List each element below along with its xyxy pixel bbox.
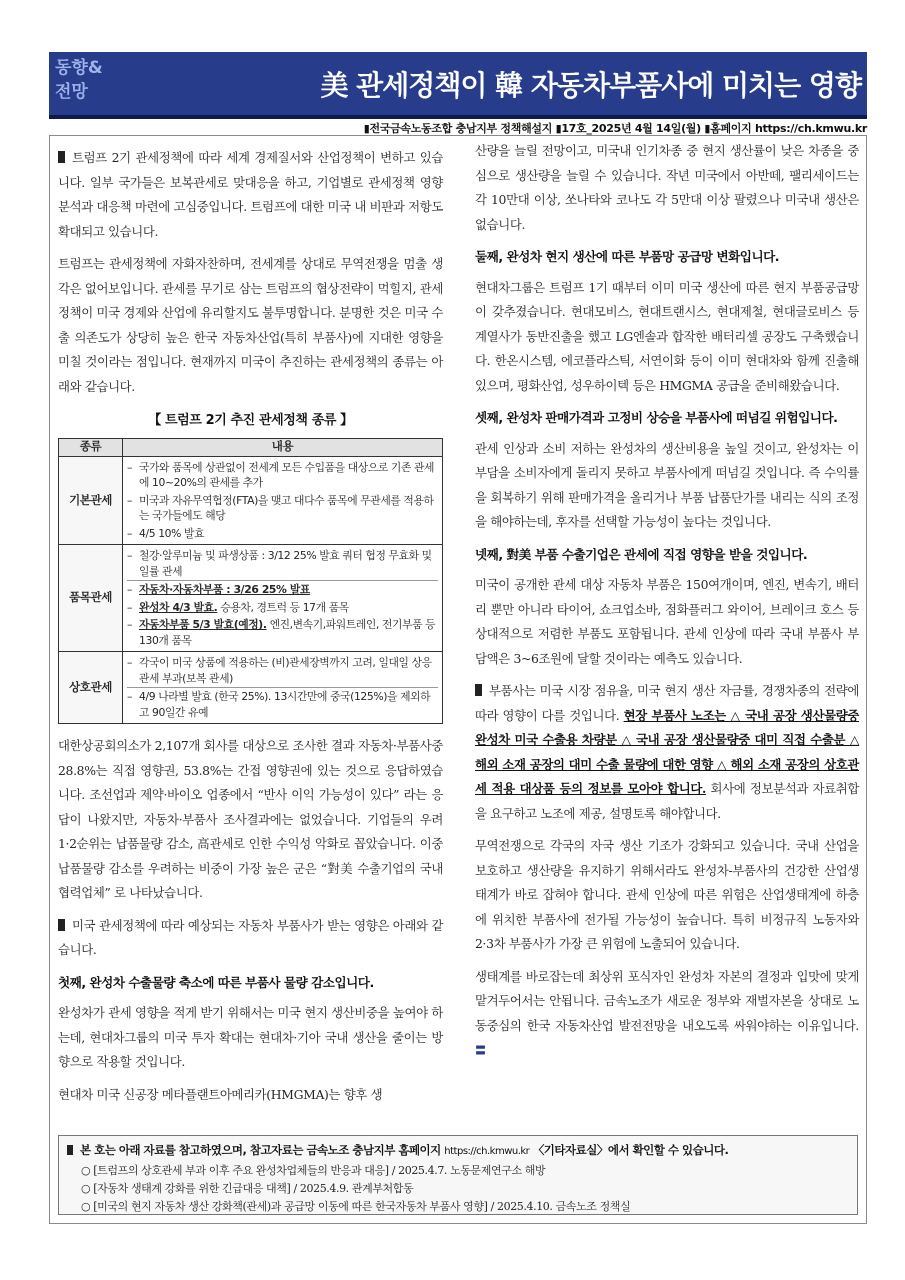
category-basic-tariff: 기본관세 xyxy=(59,456,123,545)
category-item-tariff: 품목관세 xyxy=(59,545,123,652)
item-tariff-items xyxy=(123,545,443,652)
square-bullet-icon xyxy=(58,151,65,163)
table-title: 【 트럼프 2기 추진 관세정책 종류 】 xyxy=(148,413,353,428)
heading-first: 첫째, 완성차 수출물량 축소에 따른 부품사 물량 감소입니다. xyxy=(58,974,374,990)
item-text: 국가와 품목에 상관없이 전세계 모든 수입품을 대상으로 기존 관세에 10~20%의 관세를 추가 xyxy=(139,460,435,489)
left-column xyxy=(58,146,443,1115)
references-heading xyxy=(67,1140,849,1162)
heading-second: 둘째, 완성차 현지 생산에 따른 부품망 공급망 변화입니다. xyxy=(475,249,780,264)
paragraph-fourth: 미국이 공개한 관세 대상 자동차 부품은 150여개이며, 엔진, 변속기, 배터리 뿐만 아니라 타이어, 쇼크업소바, 점화플러그 와이어, 브레이크 호스 등 상대적으로 저렴한 부품도 포함됩니다. 관세 인상에 따라 국내 부품사 부담액은 3~6조원에 달할 것이라는 예측도 있습니다. xyxy=(475,577,859,666)
paragraph-union-action xyxy=(475,679,859,826)
square-bullet-icon xyxy=(67,1145,73,1155)
paragraph-hmgma-cont: 산량을 늘릴 전망이고, 미국내 인기차종 중 현지 생산률이 낮은 차종을 중심으로 생산량을 늘릴 수 있습니다. 작년 미국에서 아반떼, 팰리세이드는 각 10만대 이상, 쏘나타와 코나도 각 5만대 이상 팔렸으나 미국내 생산은 없습니다. xyxy=(475,143,859,232)
paragraph-hmgma: 현대차 미국 신공장 메타플랜트아메리카(HMGMA)는 향후 생 xyxy=(58,1086,383,1102)
table-header-type: 종류 xyxy=(59,438,123,456)
heading-fourth: 넷째, 對美 부품 수출기업은 관세에 직접 영향을 받을 것입니다. xyxy=(475,546,808,562)
section-tag-line1: 동향& xyxy=(55,58,103,78)
paragraph-first: 완성차가 관세 영향을 적게 받기 위해서는 미국 현지 생산비중을 높여야 하는데, 현대차그룹의 미국 투자 확대는 현대차·기아 국내 생산을 줄이는 방향으로 작용할 것입니다. xyxy=(58,1005,443,1069)
union-action-text: 부품사는 미국 시장 점유율, 미국 현지 생산 자금률, 경쟁차종의 전략에 따라 영향이 다를 것입니다. xyxy=(475,683,859,723)
category-reciprocal-tariff: 상호관세 xyxy=(59,652,123,724)
square-bullet-icon xyxy=(475,684,482,696)
homepage-link[interactable]: https://ch.kmwu.kr xyxy=(444,1146,530,1157)
union-action-tail: 회사에 정보분석과 자료취합을 요구하고 노조에 제공, 설명토록 해야합니다. xyxy=(475,781,859,821)
header-banner xyxy=(49,52,867,115)
list-item: – 국가와 품목에 상관없이 전세계 모든 수입품을 대상으로 기존 관세에 10~20%의 관세를 추가 xyxy=(127,459,438,492)
reference-item: ○ [자동차 생태계 강화를 위한 긴급대응 대책] / 2025.4.9. 관계부처합동 xyxy=(81,1182,414,1195)
item-text-bold: 완성차 4/3 발효. xyxy=(139,600,218,614)
list-item: – 완성차 4/3 발효. 승용차, 경트럭 등 17개 품목 xyxy=(127,600,349,614)
table-header-content: 내용 xyxy=(123,438,443,456)
end-mark-icon: 〓 xyxy=(475,1044,486,1057)
table-row xyxy=(59,456,443,545)
paragraph-second: 현대차그룹은 트럼프 1기 때부터 이미 미국 생산에 따른 현지 부품공급망이 갖추졌습니다. 현대모비스, 현대트랜시스, 현대제철, 현대글로비스 등 계열사가 동반진출을 했고 LG엔솔과 합작한 배터리셀 공장도 구축했습니다. 한온시스템, 에코플라스틱, 서연이화 등이 이미 현대차와 함께 진출해있으며, 평화산업, 성우하이텍 등은 HMGMA 공급을 준비해왔습니다. xyxy=(475,279,859,393)
right-column xyxy=(475,139,859,1072)
table-header-row xyxy=(59,438,443,456)
list-item: – 자동차부품 5/3 발효(예정). 엔진,변속기,파워트레인, 전기부품 등130개 품목 xyxy=(127,618,436,647)
paragraph-third: 관세 인상과 소비 저하는 완성차의 생산비용을 높일 것이고, 완성차는 이 부담을 소비자에게 돌리지 못하고 부품사에게 떠넘길 것입니다. 즉 수익률을 회복하기 위해 판매가격을 올리거나 부품 납품단가를 내리는 식의 조정을 해야하는데, 후자를 선택할 가능성이 높다는 것입니다. xyxy=(475,440,859,529)
list-item: – 4/5 10% 발효 xyxy=(127,526,205,540)
basic-tariff-items xyxy=(123,456,443,545)
reference-item: ○ [트럼프의 상호관세 부과 이후 주요 완성차업체들의 반응과 대응] / 2025.4.7. 노동문제연구소 해방 xyxy=(81,1164,546,1177)
table-row xyxy=(59,652,443,724)
list-item: – 자동차·자동차부품 : 3/26 25% 발표 xyxy=(127,580,438,599)
square-bullet-icon xyxy=(58,919,65,931)
item-text: 각국이 미국 상품에 적용하는 (비)관세장벽까지 고려, 일대일 상응 관세 부과(보복 관세) xyxy=(139,656,432,685)
list-item: – 미국과 자유무역협정(FTA)을 맺고 대다수 품목에 무관세를 적용하는 국가들에도 해당 xyxy=(127,492,438,525)
item-text: 철강·알루미늄 및 파생상품 : 3/12 25% 발효 쿼터 협정 무효화 및 일률 관세 xyxy=(139,549,432,578)
publication-info: ▮전국금속노동조합 충남지부 정책해설지 ▮17호_2025년 4월 14일(월) ▮홈페이지 https://ch.kmwu.kr xyxy=(363,122,867,135)
heading-third: 셋째, 완성차 판매가격과 고정비 상승을 부품사에 떠넘길 위험입니다. xyxy=(475,410,838,425)
item-text: 4/9 나라별 발효 (한국 25%). 13시간만에 중국(125%)을 제외하고 90일간 유예 xyxy=(139,690,431,719)
references-box xyxy=(58,1135,858,1215)
list-item: – 4/9 나라별 발효 (한국 25%). 13시간만에 중국(125%)을 제외하고 90일간 유예 xyxy=(127,687,438,721)
item-text: 4/5 10% 발효 xyxy=(139,526,205,540)
paragraph-intro xyxy=(58,146,443,244)
paragraph-trade-war: 무역전쟁으로 각국의 자국 생산 기조가 강화되고 있습니다. 국내 산업을 보호하고 생산량을 유지하기 위해서라도 완성차-부품사의 건강한 산업생태계가 바로 잡혀야 합니다. 관세 인상에 따른 위험은 산업생태계에 하층에 위치한 부품사에 전가될 가능성이 높습니다. 특히 비정규직 노동자와 2·3차 부품사가 가장 큰 위험에 노출되어 있습니다. xyxy=(475,838,859,951)
paragraph-impact-intro-text: 미국 관세정책에 따라 예상되는 자동차 부품사가 받는 영향은 아래와 같습니다. xyxy=(58,917,443,957)
header-divider xyxy=(49,115,867,119)
section-tag-line2: 전망 xyxy=(55,82,88,102)
union-action-emphasis: 현장 부품사 노조는 △ 국내 공장 생산물량중 완성차 미국 수출용 차량분 △ 국내 공장 생산물량중 대미 직접 수출분 △ 해외 소재 공장의 대미 수출 물량에 대한 영향 △ 해외 소재 공장의 상호관세 적용 대상품 등의 정보를 모아야 합니다. xyxy=(475,707,859,796)
list-item: – 철강·알루미늄 및 파생상품 : 3/12 25% 발효 쿼터 협정 무효화 및 일률 관세 xyxy=(127,547,438,580)
paragraph-intro-text: 트럼프 2기 관세정책에 따라 세계 경제질서와 산업정책이 변하고 있습니다. 일부 국가들은 보복관세로 맞대응을 하고, 기업별로 관세정책 영향 분석과 대응책 마련에 고심중입니다. 트럼프에 대한 미국 내 비판과 저항도 확대되고 있습니다. xyxy=(58,150,443,239)
item-text: 엔진,변속기,파워트레인, 전기부품 등130개 품목 xyxy=(139,618,436,647)
table-row xyxy=(59,545,443,652)
reciprocal-tariff-items xyxy=(123,652,443,724)
item-text-bold: 자동차부품 5/3 발효(예정). xyxy=(139,618,267,631)
page-title: 美 관세정책이 韓 자동차부품사에 미치는 영향 xyxy=(320,69,861,102)
paragraph-trump-strategy: 트럼프는 관세정책에 자화자찬하며, 전세계를 상대로 무역전쟁을 멈출 생각은 없어보입니다. 관세를 무기로 삼는 트럼프의 협상전략이 먹힐지, 관세정책이 미국 경제와 산업에 유리할지도 불투명합니다. 분명한 것은 미국 수출 의존도가 상당히 높은 한국 자동차산업(특히 부품사)에 지대한 영향을 미칠 것이라는 점입니다. 현재까지 미국이 추진하는 관세정책의 종류는 아래와 같습니다. xyxy=(58,256,443,394)
reference-item: ○ [미국의 현지 자동차 생산 강화책(관세)과 공급망 이동에 따른 한국자동차 부품사 영향] / 2025.4.10. 금속노조 정책실 xyxy=(81,1200,631,1213)
section-tag xyxy=(55,56,119,104)
references-heading-tail: 〈기타자료실〉에서 확인할 수 있습니다. xyxy=(532,1143,729,1157)
references-heading-text: 본 호는 아래 자료를 참고하였으며, 참고자료는 금속노조 충남지부 홈페이지 xyxy=(80,1143,441,1157)
list-item: – 각국이 미국 상품에 적용하는 (비)관세장벽까지 고려, 일대일 상응 관세 부과(보복 관세) xyxy=(127,654,438,687)
tariff-policy-table xyxy=(58,438,443,725)
paragraph-survey: 대한상공회의소가 2,107개 회사를 대상으로 조사한 결과 자동차·부품사중 28.8%는 직접 영향권, 53.8%는 간접 영향권에 있는 것으로 응답하였습니다. 조선업과 제약·바이오 업종에서 “반사 이익 가능성이 있다” 라는 응답이 나왔지만, 자동차·부품사 조사결과에는 없었습니다. 기업들의 우려 1·2순위는 납품물량 감소, 高관세로 인한 수익성 악화로 꼽았습니다. 이중 납품물량 감소를 우려하는 비중이 가장 높은 군은 “對美 수출기업의 국내 협력업체” 로 나타났습니다. xyxy=(58,738,443,900)
item-text: 미국과 자유무역협정(FTA)을 맺고 대다수 품목에 무관세를 적용하는 국가들에도 해당 xyxy=(139,493,434,522)
paragraph-impact-intro xyxy=(58,914,443,963)
item-text: 승용차, 경트럭 등 17개 품목 xyxy=(217,600,349,614)
conclusion-text: 생태계를 바로잡는데 최상위 포식자인 완성차 자본의 결정과 입맛에 맞게 맡겨두어서는 안됩니다. 금속노조가 새로운 정부와 재벌자본을 상대로 노동중심의 한국 자동차산업 발전전망을 내오도록 싸워야하는 이유입니다. xyxy=(475,968,859,1033)
paragraph-conclusion xyxy=(475,965,859,1064)
item-text: 자동차·자동차부품 : 3/26 25% 발표 xyxy=(139,583,310,596)
